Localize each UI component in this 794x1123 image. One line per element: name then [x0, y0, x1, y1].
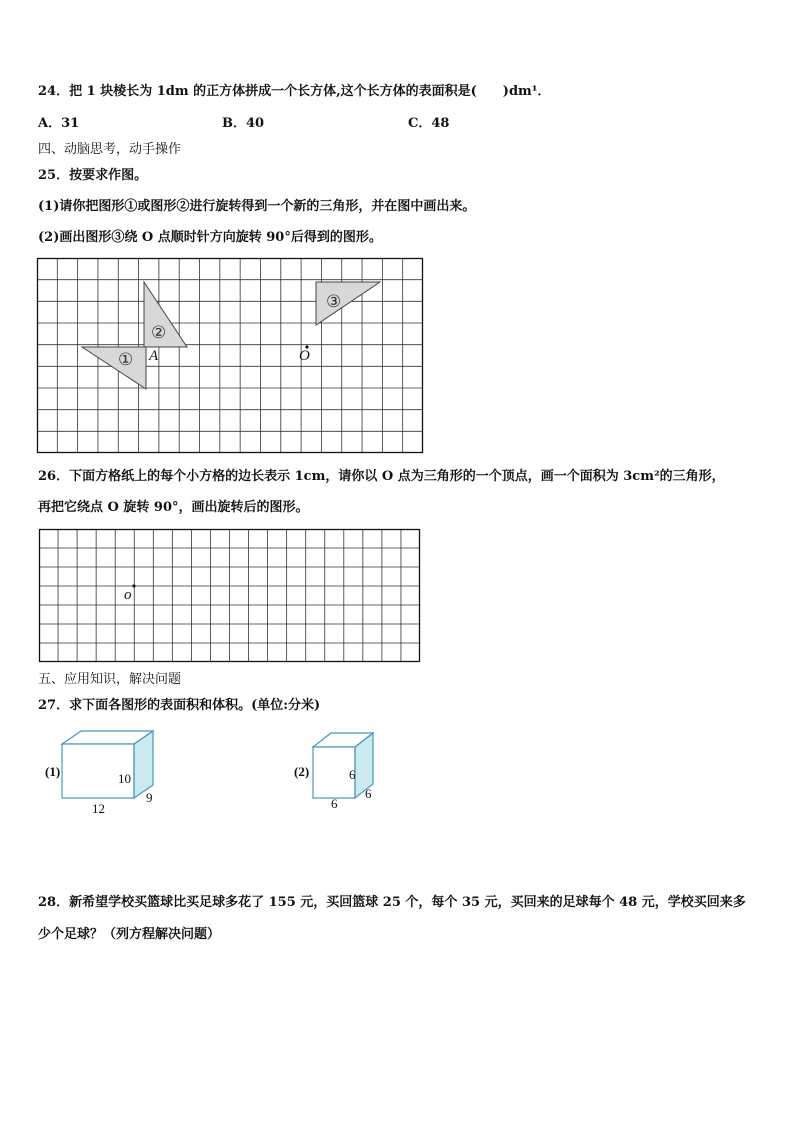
q24-option-c[interactable]: C．48 [408, 116, 450, 131]
q25-stem: 25．按要求作图。 [38, 168, 148, 183]
fig1-width: 9 [146, 790, 153, 805]
q28-line2: 少个足球？（列方程解决问题） [38, 927, 221, 942]
q28-line1: 28．新希望学校买篮球比买足球多花了 155 元，买回篮球 25 个，每个 35 元，买回来的足球每个 48 元，学校买回来多 [38, 895, 746, 910]
q26-grid[interactable] [39, 529, 421, 663]
q25-grid[interactable] [37, 258, 424, 454]
label-point-o: O [299, 348, 310, 364]
q26-point-o-label: o [124, 587, 132, 603]
q25-sub2: (2)画出图形③绕 O 点顺时针方向旋转 90°后得到的图形。 [38, 230, 382, 245]
fig2-width: 6 [365, 786, 372, 801]
fig2-label: (2) [294, 764, 310, 779]
fig2-length: 6 [331, 796, 338, 811]
q27-stem: 27．求下面各图形的表面积和体积。(单位:分米) [38, 698, 321, 713]
q24-option-a[interactable]: A．31 [38, 116, 80, 131]
q24-stem: 24．把 1 块棱长为 1dm 的正方体拼成一个长方体,这个长方体的表面积是( )dm¹． [38, 84, 551, 99]
q26-stem-line1: 26．下面方格纸上的每个小方格的边长表示 1cm，请你以 O 点为三角形的一个顶点，画一个面积为 3cm²的三角形， [38, 469, 725, 484]
q26-stem-line2: 再把它绕点 O 旋转 90°，画出旋转后的图形。 [38, 500, 309, 515]
label-shape-3: ③ [326, 292, 342, 312]
q25-sub1: (1)请你把图形①或图形②进行旋转得到一个新的三角形，并在图中画出来。 [38, 199, 476, 214]
q27-cube-2 [293, 728, 383, 820]
section-4-title: 四、动脑思考，动手操作 [38, 142, 182, 157]
label-shape-2: ② [151, 323, 167, 343]
fig1-label: (1) [45, 764, 61, 779]
q26-point-o-dot [132, 584, 135, 587]
fig1-length: 12 [92, 801, 105, 816]
fig2-height: 6 [349, 767, 356, 782]
triangle-1 [82, 347, 146, 389]
q27-cuboid-1 [40, 728, 170, 820]
label-point-a: A [149, 348, 159, 364]
section-5-title: 五、应用知识，解决问题 [38, 672, 182, 687]
label-shape-1: ① [118, 350, 134, 370]
q24-option-b[interactable]: B．40 [222, 116, 265, 131]
fig1-height: 10 [118, 771, 131, 786]
